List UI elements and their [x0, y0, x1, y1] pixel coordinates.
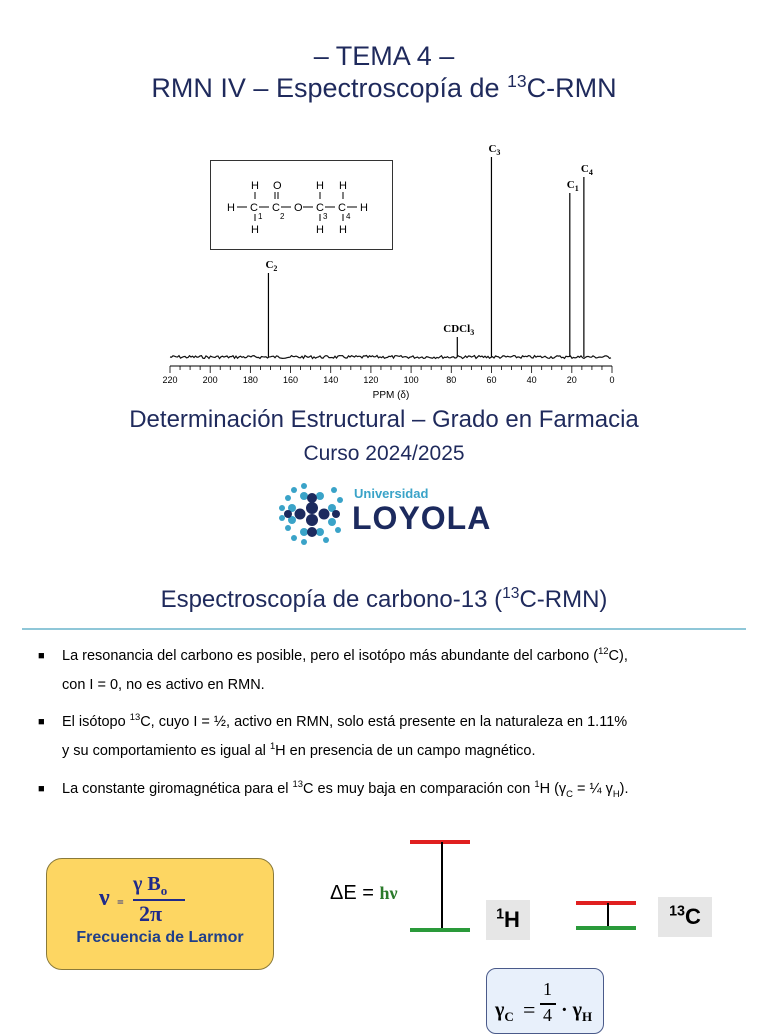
tema-subtitle: RMN IV – Espectroscopía de $^{13}$C-RMN [151, 71, 617, 103]
svg-text:H: H [251, 224, 259, 236]
svg-text:H: H [360, 202, 368, 214]
bullet-icon: ■ [38, 783, 45, 795]
svg-text:C: C [316, 202, 324, 214]
x-tick-label: 220 [162, 375, 178, 385]
larmor-label: Frecuencia de Larmor [76, 929, 244, 946]
logo-big-text: LOYOLA [352, 500, 492, 536]
svg-text:H: H [251, 180, 259, 192]
peak-label-subscript: 4 [588, 168, 593, 177]
peak-label-subscript: 1 [574, 184, 579, 193]
x-tick-label: 140 [323, 375, 339, 385]
svg-text:4: 4 [346, 212, 351, 221]
section-title: Espectroscopía de carbono-13 ($^{13}$C-RMN) [160, 585, 608, 613]
peak-label-subscript: 3 [470, 328, 475, 337]
svg-text:2: 2 [280, 212, 285, 221]
x-axis-label: PPM (δ) [372, 390, 410, 401]
svg-text:C: C [338, 202, 346, 214]
peak-label: $C_4$ [580, 163, 593, 177]
logo-small-text: Universidad [354, 486, 429, 501]
svg-text:H: H [316, 224, 324, 236]
svg-text:H: H [227, 202, 235, 214]
spectrum-plot [0, 0, 768, 410]
loyola-cross-icon [274, 478, 354, 550]
x-tick-label: 180 [242, 375, 258, 385]
x-tick-label: 160 [283, 375, 299, 385]
nmr-spectrum [0, 0, 768, 410]
svg-text:3: 3 [323, 212, 328, 221]
svg-text:C: C [250, 202, 258, 214]
course-title: Determinación Estructural – Grado en Farmacia [129, 406, 639, 433]
svg-text:H: H [339, 180, 347, 192]
gamma-relation-box [486, 968, 604, 1034]
tema-label: – TEMA 4 – [313, 41, 455, 71]
peak-label: $C_2$ [265, 259, 278, 273]
svg-text:O: O [294, 202, 303, 214]
bullet-icon: ■ [38, 650, 45, 662]
section-divider [22, 628, 746, 630]
peak-label-subscript: 2 [273, 264, 278, 273]
bullet-2-line-2: y su comportamiento es igual al $^1$H en presencia de un campo magnético. [62, 740, 536, 759]
bullet-1-line-2: con I = 0, no es activo en RMN. [62, 677, 265, 693]
peak-label: $C_1$ [566, 179, 579, 193]
x-tick-label: 20 [566, 375, 577, 385]
bullet-3-line-1: La constante giromagnética para el $^{13}$C es muy baja en comparación con $^1$H ($\gamma_C$ = ¼ $\gamma_H$). [62, 778, 629, 799]
h1-label: $^1$H [486, 900, 530, 940]
bullet-3 [40, 775, 740, 805]
bullet-2 [40, 708, 740, 766]
c13-label: $^{13}$C [658, 897, 712, 937]
peak-label: $C_3$ [488, 143, 501, 157]
larmor-frequency-box: ν = γ $B_o$ 2π Frecuencia de Larmor [46, 858, 274, 970]
svg-text:C: C [272, 202, 280, 214]
gamma-eq: = [523, 997, 536, 1022]
bullet-1 [40, 642, 740, 700]
x-tick-label: 120 [363, 375, 379, 385]
svg-text:H: H [316, 180, 324, 192]
bullet-icon: ■ [38, 716, 45, 728]
gamma-rhs: · $\gamma_H$ [561, 999, 593, 1024]
university-logo [274, 478, 504, 550]
svg-text:O: O [273, 180, 282, 192]
bullet-2-line-1: El isótopo $^{13}$C, cuyo I = ½, activo en RMN, solo está presente en la naturaleza en 1.11% [62, 711, 628, 730]
delta-e-label: ΔE = hν [330, 882, 398, 904]
x-tick-label: 40 [526, 375, 537, 385]
svg-text:1: 1 [258, 212, 263, 221]
course-year: Curso 2024/2025 [303, 442, 465, 465]
x-tick-label: 80 [446, 375, 457, 385]
x-tick-label: 0 [609, 375, 615, 385]
peak-label: CDCl$_3$ [443, 323, 475, 337]
gamma-den: 4 [543, 1005, 552, 1025]
svg-text:H: H [339, 224, 347, 236]
peak-label-subscript: 3 [496, 148, 501, 157]
spectrum-baseline [170, 356, 611, 359]
gamma-lhs: $\gamma_C$ [495, 999, 514, 1024]
x-tick-label: 100 [403, 375, 419, 385]
bullet-1-line-1: La resonancia del carbono es posible, pero el isotópo más abundante del carbono ($^{12}$C), [62, 645, 628, 664]
x-tick-label: 60 [486, 375, 497, 385]
x-tick-label: 200 [202, 375, 218, 385]
gamma-num: 1 [543, 979, 552, 999]
